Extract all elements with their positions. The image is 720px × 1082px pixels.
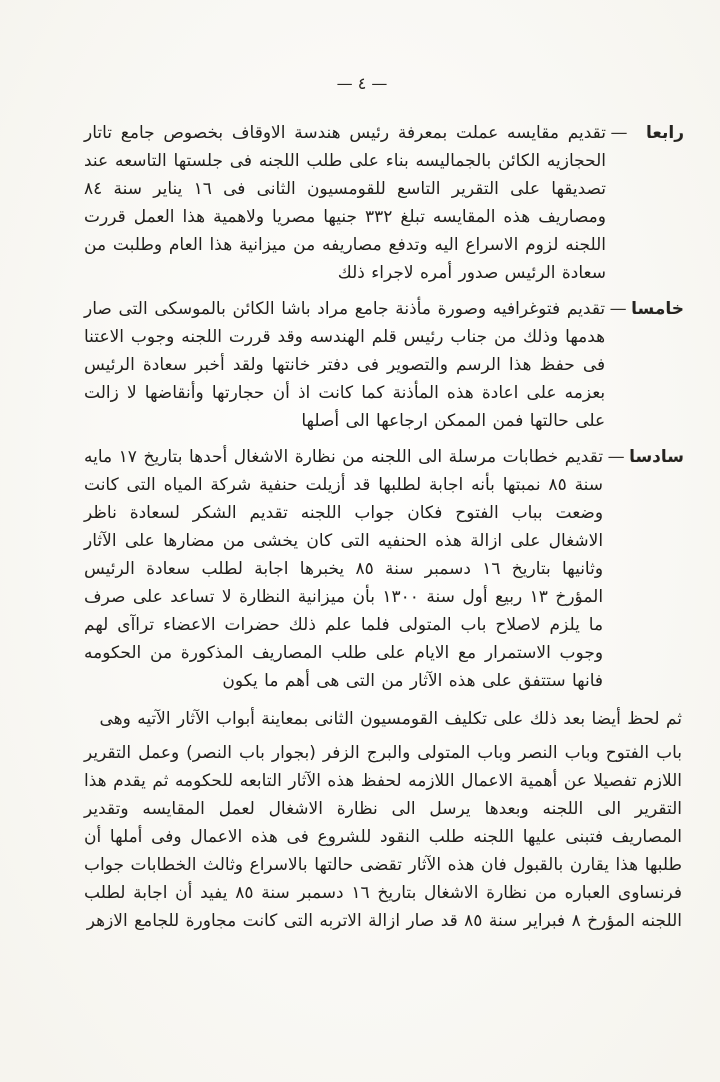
list-item-sixth [84, 443, 684, 695]
item-text: تقديم مقايسه عملت بمعرفة رئيس هندسة الاوقاف بخصوص جامع تاتار الحجازيه الكائن بالجماليسه بناء على طلب اللجنه فى جلستها التاسعه عند تصديقها على التقرير التاسع للقومسيون الثانى فى ١٦ يناير سنة ٨٤ ومصاريف هذه المقايسه تبلغ ٣٣٢ جنيها مصريا ولاهمية هذا العمل قررت اللجنه لزوم الاسراع اليه وتدفع مصاريفه من ميزانية هذا العام وطلبت من سعادة الرئيس صدور أمره لاجراء ذلك [84, 123, 607, 283]
item-text: تقديم فتوغرافيه وصورة مأذنة جامع مراد باشا الكائن بالموسكى التى صار هدمها وذلك من جناب رئيس قلم الهندسه وقد قررت اللجنه وجوب الاعتنا فى حفظ هذا الرسم والتصوير فى دفتر خانتها ولقد أخبر سعادة الرئيس بعزمه على اعادة هذه المأذنة كما كانت اذ أن حجارتها وأنقاضها لا زالت على حالتها فمن الممكن ارجاعها الى أصلها [84, 299, 606, 431]
closing-paragraph: ثم لحظ أيضا بعد ذلك على تكليف القومسيون الثانى بمعاينة أبواب الآثار الآتيه وهى [99, 709, 682, 729]
item-dash: — [607, 447, 625, 467]
item-dash: — [610, 123, 628, 143]
item-dash: — [609, 299, 627, 319]
page-number: — ٤ — [336, 74, 388, 93]
list-item-fifth [84, 295, 684, 435]
item-label: رابعا [646, 123, 684, 143]
item-text: تقديم خطابات مرسلة الى اللجنه من نظارة الاشغال أحدها بتاريخ ١٧ مايه سنة ٨٥ نمبتها بأنه اجابة لطلبها قد أزيلت حنفية شركة المياه التى كانت وضعت بباب الفتوح فكان جواب اللجنه تقديم الشكر لسعادة ناظر الاشغال على ازالة هذه الحنفيه التى كان يخشى من مضارها على الآثار وثانيها بتاريخ ١٦ دسمبر سنة ٨٥ يخبرها اجابة لطلب سعادة الرئيس المؤرخ ١٣ ربيع أول سنة ١٣٠٠ بأن ميزانية النظارة لا تساعد على صرف ما يلزم لاصلاح باب المتولى فلما علم ذلك حضرات الاعضاء تراآى لهم وجوب الاستمرار مع الايام على طلب المصاريف المذكورة من الحكومه فانها ستتفق على هذه الآثار من التى هى أهم ما يكون [84, 447, 604, 691]
item-label: خامسا [631, 299, 684, 319]
list-item-fourth [84, 119, 684, 287]
item-label: سادسا [629, 447, 684, 467]
closing-paragraph: باب الفتوح وباب النصر وباب المتولى والبرج الزفر (بجوار باب النصر) وعمل التقرير اللازم تفصيلا عن أهمية الاعمال اللازمه لحفظ هذه الآثار التابعه للحكومه ثم يقدم هذا التقرير الى اللجنه وبعدها يرسل الى نظارة الاشغال لعمل المقايسه وتقدير المصاريف فتبنى عليها اللجنه طلب النقود للشروع فى هذه الاعمال وفى أملها أن طلبها هذا يقارن بالقبول فان هذه الآثار تقضى حالتها بالاسراع وثالث الخطابات جواب فرنساوى العباره من نظارة الاشغال بتاريخ ١٦ دسمبر سنة ٨٥ يفيد أن اجابة لطلب اللجنه المؤرخ ٨ فبراير سنة ٨٥ قد صار ازالة الاتربه التى كانت مجاورة للجامع الازهر [84, 743, 682, 931]
